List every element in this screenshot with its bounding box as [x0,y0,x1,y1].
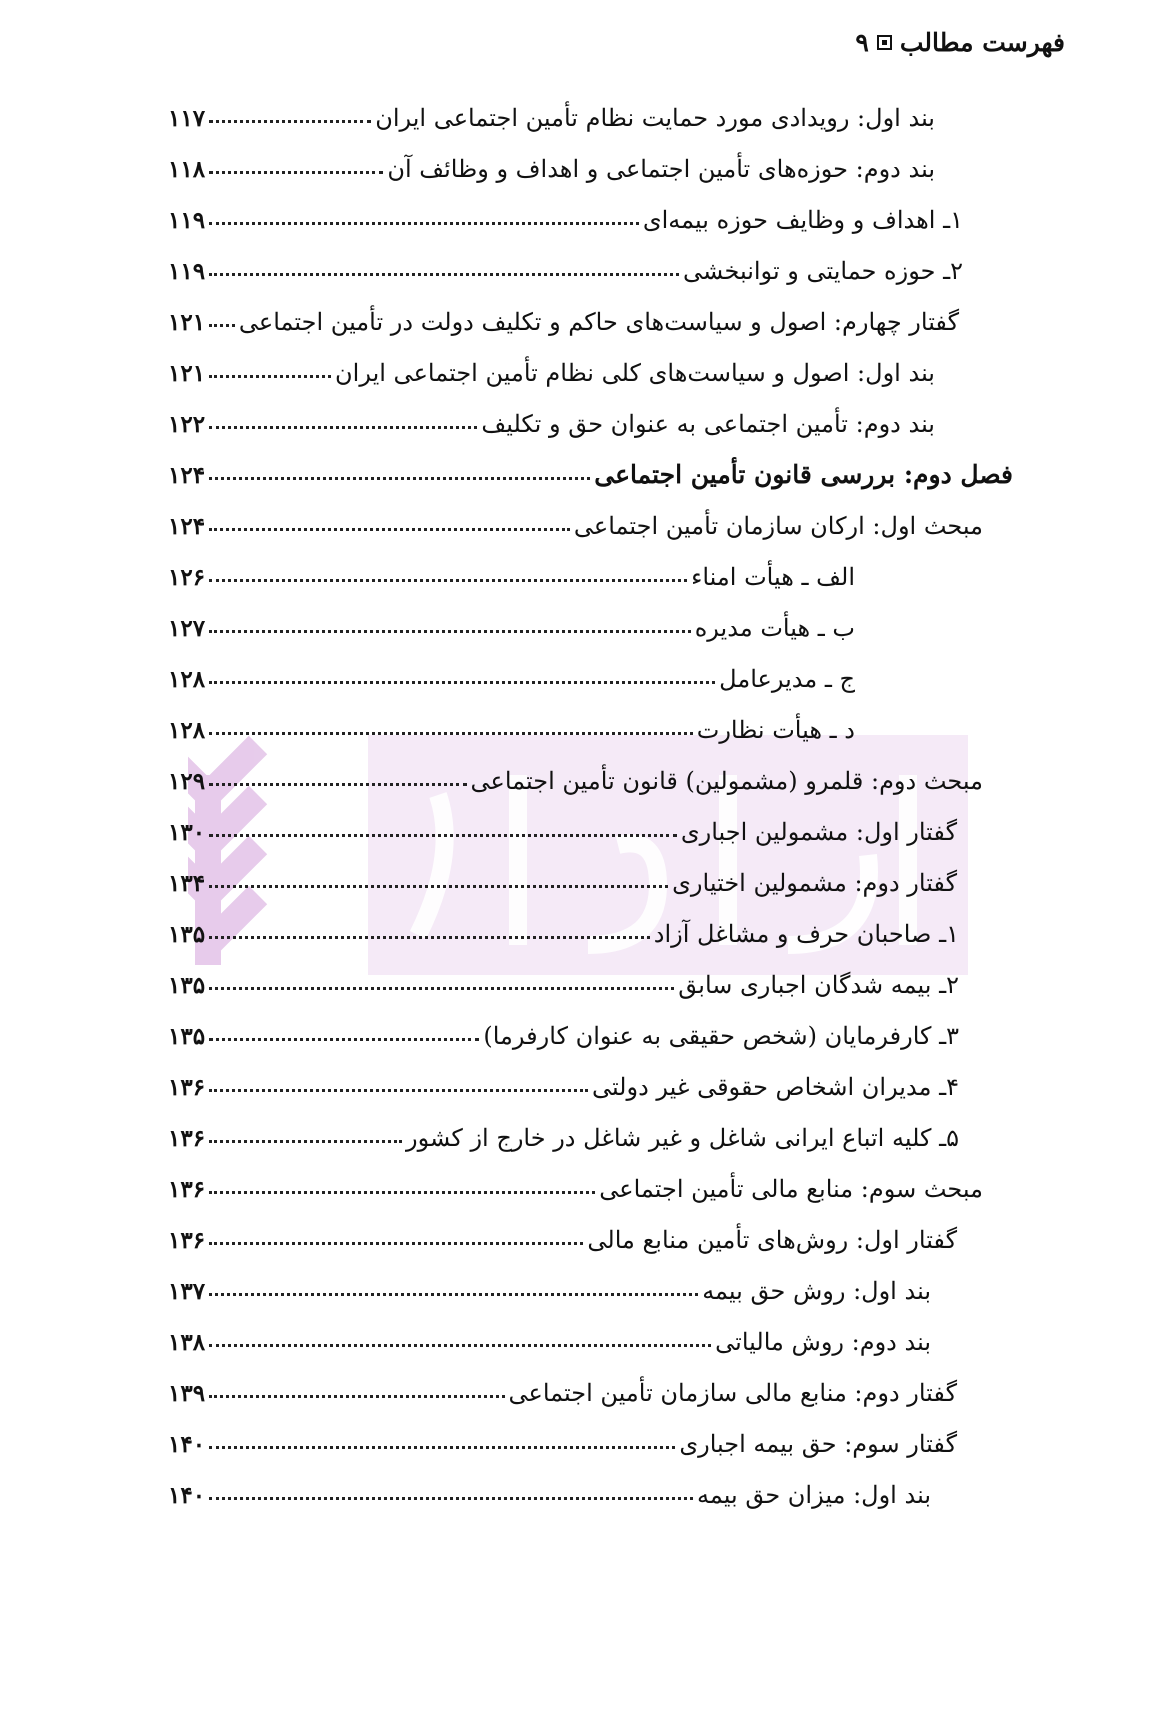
toc-entry-page: ۱۲۱ [168,360,206,387]
toc-entry-page: ۱۳۷ [168,1278,206,1305]
toc-entry [168,857,957,897]
toc-entry [168,1214,957,1254]
toc-entry-title: ج ـ مدیرعامل [719,665,855,693]
dot-leader [209,885,668,888]
toc-entry [168,92,935,132]
toc-entry [168,704,855,744]
toc-entry-page: ۱۱۹ [168,258,206,285]
dot-leader [209,783,466,786]
toc-entry-title: بند اول: میزان حق بیمه [697,1481,931,1509]
toc-entry [168,653,855,693]
dot-leader [209,324,235,327]
toc-entry-page: ۱۲۴ [168,513,206,540]
toc-entry [168,347,935,387]
toc-entry-page: ۱۲۸ [168,717,206,744]
toc-entry [168,1010,959,1050]
dot-leader [209,375,331,378]
dot-leader [209,987,674,990]
toc-entry-title: مبحث سوم: منابع مالی تأمین اجتماعی [599,1175,983,1203]
toc-entry-title: مبحث اول: ارکان سازمان تأمین اجتماعی [573,512,983,540]
toc-entry-page: ۱۲۶ [168,564,206,591]
toc-entry-page: ۱۳۵ [168,972,206,999]
toc-entry-title: ب ـ هیأت مدیره [694,614,855,642]
toc-entry [168,1112,959,1152]
toc-chapter-entry [168,449,1013,489]
toc-entry-title: د ـ هیأت نظارت [696,716,855,744]
toc-entry-page: ۱۲۸ [168,666,206,693]
header-page-number: ۹ [855,28,869,57]
toc-entry-page: ۱۲۷ [168,615,206,642]
toc-entry [168,1367,957,1407]
dot-leader [209,1395,504,1398]
toc-entry [168,959,959,999]
dot-leader [209,579,687,582]
header-title: فهرست مطالب [899,28,1065,57]
toc-entry-page: ۱۲۴ [168,462,206,489]
toc-entry [168,806,957,846]
toc-entry [168,1469,931,1509]
toc-entry-title: ۲ـ بیمه شدگان اجباری سابق [678,971,959,999]
toc-entry-title: بند دوم: تأمین اجتماعی به عنوان حق و تکلیف [481,410,935,438]
toc-entry-page: ۱۱۹ [168,207,206,234]
toc-entry-title: گفتار سوم: حق بیمه اجباری [679,1430,957,1458]
toc-entry-title: گفتار دوم: منابع مالی سازمان تأمین اجتماعی [508,1379,957,1407]
toc-entry [168,398,935,438]
dot-leader [209,426,477,429]
dot-leader [209,273,679,276]
toc-entry-page: ۱۲۱ [168,309,206,336]
toc-entry-page: ۱۳۵ [168,1023,206,1050]
toc-entry-page: ۱۲۹ [168,768,206,795]
toc-entry [168,908,959,948]
toc-entry-page: ۱۳۸ [168,1329,206,1356]
toc-entry [168,602,855,642]
toc-entry-page: ۱۴۰ [168,1482,206,1509]
toc-entry [168,296,959,336]
dot-leader [209,1446,675,1449]
dot-leader [209,1191,595,1194]
toc-entry-title: ۲ـ حوزه حمایتی و توانبخشی [683,257,963,285]
toc-entry-page: ۱۳۶ [168,1176,206,1203]
toc-entry [168,1316,931,1356]
toc-entry-page: ۱۱۸ [168,156,206,183]
toc-entry-page: ۱۳۵ [168,921,206,948]
dot-leader [209,222,639,225]
dot-leader [209,834,677,837]
toc-entry-title: ۱ـ صاحبان حرف و مشاغل آزاد [653,920,959,948]
dot-leader [209,1242,583,1245]
toc-entry-title: بند اول: روش حق بیمه [702,1277,931,1305]
toc-entry-title: گفتار اول: مشمولین اجباری [680,818,957,846]
dot-leader [209,1038,479,1041]
toc-entry [168,551,855,591]
dot-leader [209,1140,402,1143]
dot-leader [209,1293,698,1296]
toc-entry-title: ۳ـ کارفرمایان (شخص حقیقی به عنوان کارفرما) [483,1022,959,1050]
toc-entry-title: بند دوم: روش مالیاتی [715,1328,931,1356]
dot-leader [209,1344,711,1347]
toc-entry-title: الف ـ هیأت امناء [691,563,855,591]
dot-leader [209,936,650,939]
dot-leader [209,120,371,123]
toc-entry [168,1061,959,1101]
toc-entry [168,143,935,183]
toc-entry-page: ۱۳۶ [168,1074,206,1101]
dot-leader [209,528,570,531]
toc-entry-title: ۴ـ مدیران اشخاص حقوقی غیر دولتی [591,1073,959,1101]
toc-entry [168,194,963,234]
toc-entry-title: گفتار دوم: مشمولین اختیاری [672,869,957,897]
toc-entry-title: ۵ـ کلیه اتباع ایرانی شاغل و غیر شاغل در خارج از کشور [406,1124,959,1152]
toc-entry [168,755,983,795]
toc-entry-title: ۱ـ اهداف و وظایف حوزه بیمه‌ای [642,206,963,234]
dot-leader [209,681,715,684]
toc-entry-title: گفتار اول: روش‌های تأمین منابع مالی [587,1226,957,1254]
toc-entry [168,1265,931,1305]
toc-entry [168,500,983,540]
toc-entry-title: گفتار چهارم: اصول و سیاست‌های حاکم و تکلیف دولت در تأمین اجتماعی [238,308,959,336]
dot-leader [209,1089,588,1092]
dot-leader [209,477,590,480]
toc-entry-page: ۱۳۶ [168,1125,206,1152]
toc-entry-page: ۱۳۹ [168,1380,206,1407]
toc-entry-title: مبحث دوم: قلمرو (مشمولین) قانون تأمین اجتماعی [470,767,983,795]
toc-entry-title: بند اول: رویدادی مورد حمایت نظام تأمین اجتماعی ایران [375,104,935,132]
toc-entry-title: فصل دوم: بررسی قانون تأمین اجتماعی [594,460,1013,489]
toc-entry-page: ۱۱۷ [168,105,206,132]
toc-entry-page: ۱۳۰ [168,819,206,846]
dot-leader [209,732,693,735]
toc-entry [168,1163,983,1203]
toc-entry [168,245,963,285]
dot-leader [209,171,383,174]
toc-entry-page: ۱۲۲ [168,411,206,438]
toc-entry-page: ۱۳۴ [168,870,206,897]
toc-entry-page: ۱۴۰ [168,1431,206,1458]
toc-entry-title: بند اول: اصول و سیاست‌های کلی نظام تأمین اجتماعی ایران [335,359,935,387]
dot-leader [209,1497,693,1500]
toc-entry-page: ۱۳۶ [168,1227,206,1254]
toc-entry-title: بند دوم: حوزه‌های تأمین اجتماعی و اهداف و وظائف آن [387,155,935,183]
dot-leader [209,630,691,633]
toc-entry [168,1418,957,1458]
